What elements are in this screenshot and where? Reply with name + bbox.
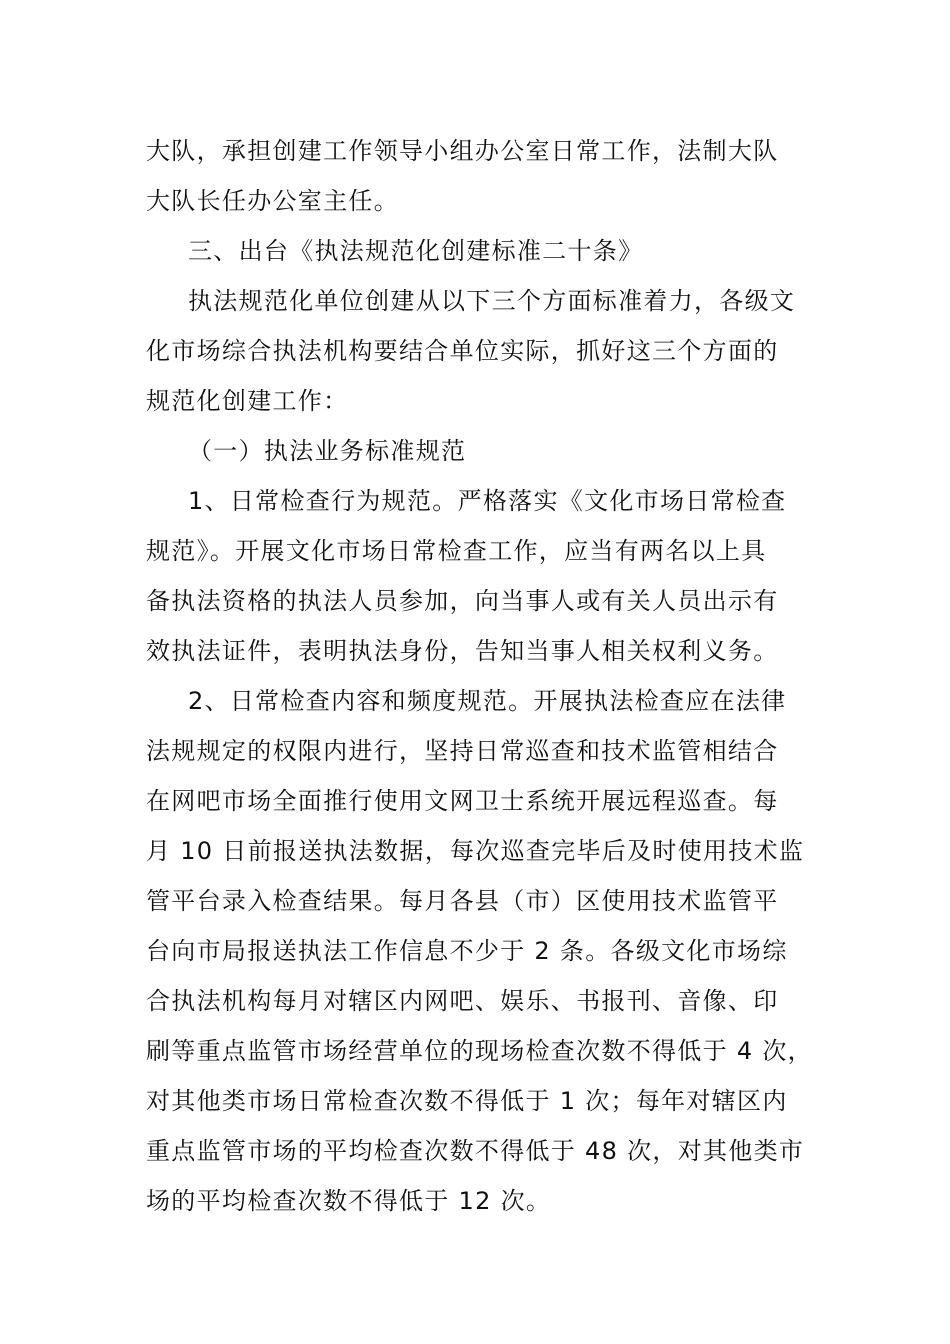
- text-line: 法规规定的权限内进行，坚持日常巡查和技术监管相结合: [146, 737, 779, 765]
- text-line: 执法规范化单位创建从以下三个方面标准着力，各级文: [188, 287, 796, 315]
- text-line: 刷等重点监管市场经营单位的现场检查次数不得低于 4 次，: [146, 1037, 813, 1065]
- text-line: 化市场综合执法机构要结合单位实际，抓好这三个方面的: [146, 337, 779, 365]
- text-line: 对其他类市场日常检查次数不得低于 1 次；每年对辖区内: [146, 1087, 788, 1115]
- text-line: 大队，承担创建工作领导小组办公室日常工作，法制大队: [146, 137, 779, 165]
- text-line: 场的平均检查次数不得低于 12 次。: [146, 1187, 552, 1215]
- text-line: 2、日常检查内容和频度规范。开展执法检查应在法律: [188, 687, 787, 715]
- section-heading: 三、出台《执法规范化创建标准二十条》: [188, 237, 644, 265]
- text-line: 合执法机构每月对辖区内网吧、娱乐、书报刊、音像、印: [146, 987, 779, 1015]
- text-line: 重点监管市场的平均检查次数不得低于 48 次，对其他类市: [146, 1137, 805, 1165]
- text-line: 台向市局报送执法工作信息不少于 2 条。各级文化市场综: [146, 937, 788, 965]
- text-line: 规范化创建工作：: [146, 387, 349, 415]
- text-line: 效执法证件，表明执法身份，告知当事人相关权利义务。: [146, 637, 779, 665]
- text-line: 在网吧市场全面推行使用文网卫士系统开展远程巡查。每: [146, 787, 779, 815]
- text-line: 规范》。开展文化市场日常检查工作，应当有两名以上具: [146, 537, 767, 565]
- text-line: 备执法资格的执法人员参加，向当事人或有关人员出示有: [146, 587, 779, 615]
- text-line: 大队长任办公室主任。: [146, 187, 399, 215]
- text-line: 月 10 日前报送执法数据，每次巡查完毕后及时使用技术监: [146, 837, 805, 865]
- text-line: 1、日常检查行为规范。严格落实《文化市场日常检查: [188, 487, 787, 515]
- subsection-heading: （一）执法业务标准规范: [188, 437, 467, 465]
- text-line: 管平台录入检查结果。每月各县（市）区使用技术监管平: [146, 887, 779, 915]
